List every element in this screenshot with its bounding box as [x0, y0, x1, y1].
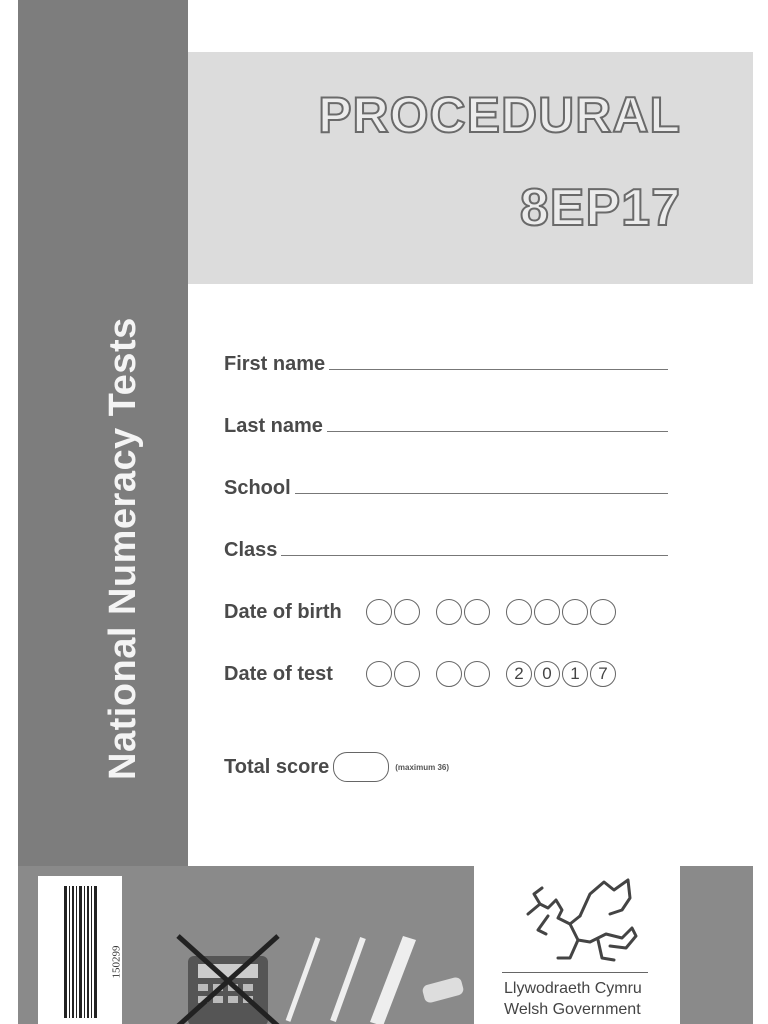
last-name-line[interactable]	[327, 431, 668, 432]
stationery-photo-band	[18, 866, 474, 1024]
last-name-field[interactable]	[224, 402, 668, 438]
class-field[interactable]	[224, 526, 668, 562]
last-name-label: Last name	[224, 415, 323, 437]
gov-name-english: Welsh Government	[504, 1001, 641, 1018]
dob-month-circles	[436, 599, 492, 625]
paper-code: 8EP17	[519, 179, 681, 237]
barcode-number: 150299	[110, 945, 123, 979]
year-digit-circle: 7	[590, 661, 616, 687]
digit-circle[interactable]	[464, 661, 490, 687]
school-field[interactable]	[224, 464, 668, 500]
digit-circle[interactable]	[394, 661, 420, 687]
year-digit-circle: 1	[562, 661, 588, 687]
date-of-birth-label: Date of birth	[224, 600, 342, 623]
stationery-icons	[168, 926, 468, 1024]
school-label: School	[224, 477, 291, 499]
digit-circle[interactable]	[562, 599, 588, 625]
school-line[interactable]	[295, 493, 668, 494]
total-score-box[interactable]	[333, 752, 389, 782]
total-score-row	[224, 752, 449, 782]
digit-circle[interactable]	[436, 599, 462, 625]
dot-month-circles	[436, 661, 492, 687]
date-of-test-row	[224, 654, 632, 694]
first-name-field[interactable]	[224, 340, 668, 376]
digit-circle[interactable]	[436, 661, 462, 687]
total-score-max: (maximum 36)	[395, 762, 450, 772]
barcode-panel	[38, 876, 122, 1024]
year-digit-circle: 0	[534, 661, 560, 687]
logo-divider	[502, 972, 648, 973]
gov-name-welsh: Llywodraeth Cymru	[504, 980, 642, 997]
footer-right-strip	[680, 866, 753, 1024]
dob-year-circles	[506, 599, 618, 625]
digit-circle[interactable]	[464, 599, 490, 625]
sidebar-title: National Numeracy Tests	[102, 317, 144, 780]
year-digit-circle: 2	[506, 661, 532, 687]
dot-year-circles	[506, 661, 618, 687]
total-score-label: Total score	[224, 755, 330, 778]
dob-day-circles	[366, 599, 422, 625]
first-name-line[interactable]	[329, 369, 668, 370]
digit-circle[interactable]	[366, 661, 392, 687]
digit-circle[interactable]	[394, 599, 420, 625]
digit-circle[interactable]	[590, 599, 616, 625]
date-of-birth-row	[224, 592, 632, 632]
date-of-test-label: Date of test	[224, 662, 333, 685]
class-line[interactable]	[281, 555, 668, 556]
first-name-label: First name	[224, 353, 326, 375]
header-band	[188, 52, 753, 284]
dot-day-circles	[366, 661, 422, 687]
welsh-dragon-logo-icon	[518, 874, 642, 966]
barcode-icon	[38, 876, 122, 1024]
digit-circle[interactable]	[534, 599, 560, 625]
digit-circle[interactable]	[366, 599, 392, 625]
digit-circle[interactable]	[506, 599, 532, 625]
class-label: Class	[224, 539, 278, 561]
paper-type-title: PROCEDURAL	[318, 87, 681, 143]
